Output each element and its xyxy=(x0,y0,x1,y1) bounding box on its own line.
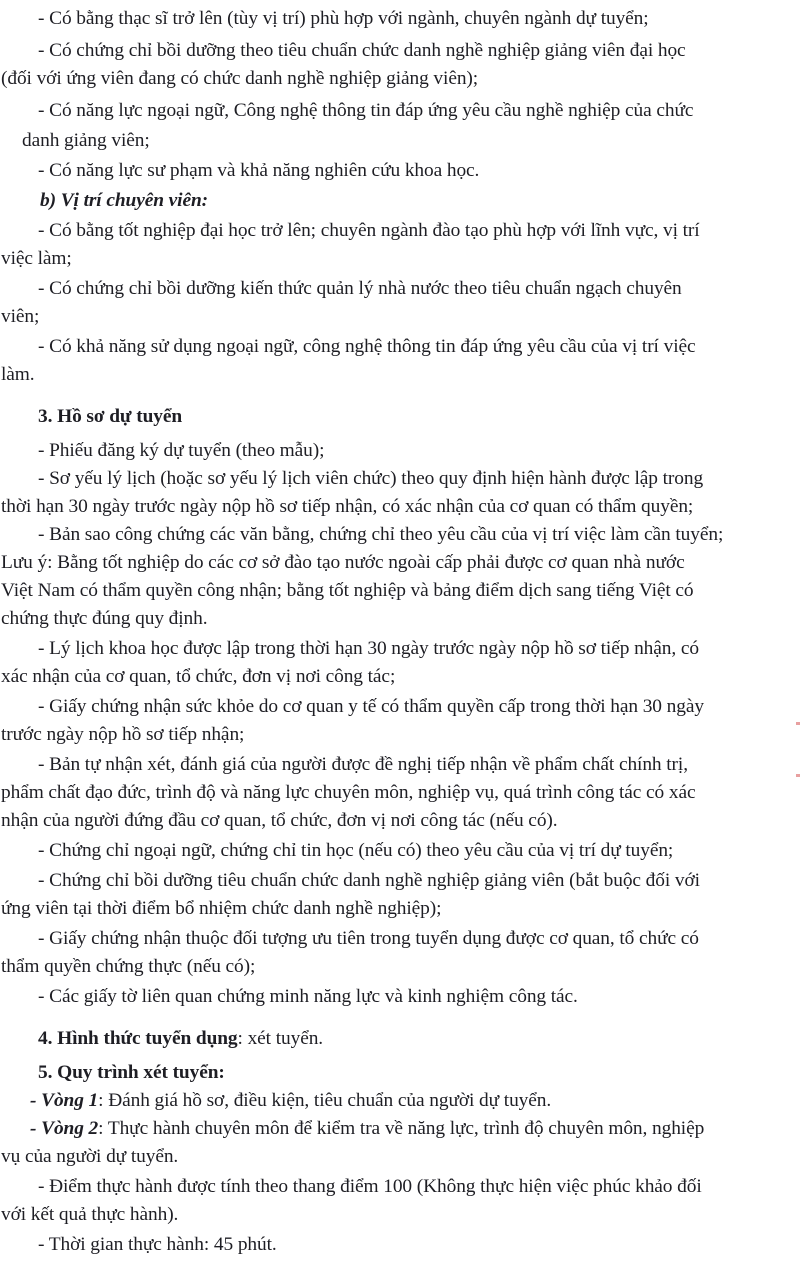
scan-mark xyxy=(796,774,800,777)
requirement-line: trước ngày nộp hồ sơ tiếp nhận; xyxy=(1,724,245,745)
round-label: - Vòng 1 xyxy=(30,1090,99,1111)
requirement-line: - Các giấy tờ liên quan chứng minh năng lực và kinh nghiệm công tác. xyxy=(38,986,578,1007)
requirement-line: - Phiếu đăng ký dự tuyển (theo mẫu); xyxy=(38,440,325,461)
requirement-line: thẩm quyền chứng thực (nếu có); xyxy=(1,956,256,977)
requirement-line: - Bản sao công chứng các văn bằng, chứng chỉ theo yêu cầu của vị trí việc làm cần tuyển; xyxy=(38,524,724,545)
criterion-line: việc làm; xyxy=(1,248,72,269)
criterion-line: (đối với ứng viên đang có chức danh nghề nghiệp giảng viên); xyxy=(1,68,479,89)
section-heading-label: 4. Hình thức tuyển dụng xyxy=(38,1028,238,1049)
requirement-line: - Lý lịch khoa học được lập trong thời hạn 30 ngày trước ngày nộp hồ sơ tiếp nhận, có xyxy=(38,638,699,659)
requirement-line: - Giấy chứng nhận sức khỏe do cơ quan y tế có thẩm quyền cấp trong thời hạn 30 ngày xyxy=(38,696,704,717)
round-line: - Điểm thực hành được tính theo thang điểm 100 (Không thực hiện việc phúc khảo đối xyxy=(38,1176,702,1197)
requirement-line: - Bản tự nhận xét, đánh giá của người được đề nghị tiếp nhận về phẩm chất chính trị, xyxy=(38,754,688,775)
document-page xyxy=(0,4,800,1263)
requirement-line: ứng viên tại thời điểm bổ nhiệm chức danh nghề nghiệp); xyxy=(1,898,442,919)
requirement-line: Việt Nam có thẩm quyền công nhận; bằng tốt nghiệp và bảng điểm dịch sang tiếng Việt có xyxy=(1,580,694,601)
requirement-line: - Sơ yếu lý lịch (hoặc sơ yếu lý lịch viên chức) theo quy định hiện hành được lập trong xyxy=(38,468,704,489)
section-heading: 5. Quy trình xét tuyển: xyxy=(38,1062,225,1083)
criterion-line: - Có năng lực sư phạm và khả năng nghiên cứu khoa học. xyxy=(38,160,480,181)
round-line: vụ của người dự tuyển. xyxy=(1,1146,179,1167)
requirement-line: - Chứng chỉ ngoại ngữ, chứng chỉ tin học (nếu có) theo yêu cầu của vị trí dự tuyển; xyxy=(38,840,674,861)
round-line: - Thời gian thực hành: 45 phút. xyxy=(38,1234,277,1255)
round-description: : Đánh giá hồ sơ, điều kiện, tiêu chuẩn của người dự tuyển. xyxy=(98,1090,552,1111)
criterion-line: - Có năng lực ngoại ngữ, Công nghệ thông tin đáp ứng yêu cầu nghề nghiệp của chức xyxy=(38,100,694,121)
requirement-line: phẩm chất đạo đức, trình độ và năng lực chuyên môn, nghiệp vụ, quá trình công tác có xác xyxy=(1,782,696,803)
requirement-line: - Chứng chỉ bồi dưỡng tiêu chuẩn chức danh nghề nghiệp giảng viên (bắt buộc đối với xyxy=(38,870,700,891)
section-heading-value: : xét tuyển. xyxy=(237,1028,324,1049)
criterion-line: - Có bằng tốt nghiệp đại học trở lên; chuyên ngành đào tạo phù hợp với lĩnh vực, vị trí xyxy=(38,220,700,241)
requirement-line: Lưu ý: Bằng tốt nghiệp do các cơ sở đào tạo nước ngoài cấp phải được cơ quan nhà nước xyxy=(1,552,685,573)
scan-mark xyxy=(796,722,800,725)
criterion-line: danh giảng viên; xyxy=(22,130,150,151)
round-label: - Vòng 2 xyxy=(30,1118,99,1139)
criterion-line: - Có bằng thạc sĩ trở lên (tùy vị trí) phù hợp với ngành, chuyên ngành dự tuyển; xyxy=(38,8,649,29)
round-line xyxy=(30,1114,704,1144)
round-line: với kết quả thực hành). xyxy=(1,1204,179,1225)
subsection-heading: b) Vị trí chuyên viên: xyxy=(40,190,208,211)
requirement-line: thời hạn 30 ngày trước ngày nộp hồ sơ tiếp nhận, có xác nhận của cơ quan có thẩm quyền; xyxy=(1,496,694,517)
round-line xyxy=(30,1086,551,1116)
round-description: : Thực hành chuyên môn để kiểm tra về năng lực, trình độ chuyên môn, nghiệp xyxy=(98,1118,705,1139)
requirement-line: xác nhận của cơ quan, tổ chức, đơn vị nơi công tác; xyxy=(1,666,396,687)
requirement-line: nhận của người đứng đầu cơ quan, tổ chức, đơn vị nơi công tác (nếu có). xyxy=(1,810,558,831)
criterion-line: làm. xyxy=(1,364,35,385)
requirement-line: chứng thực đúng quy định. xyxy=(1,608,208,629)
criterion-line: viên; xyxy=(1,306,40,327)
section-heading: 3. Hồ sơ dự tuyển xyxy=(38,406,183,427)
requirement-line: - Giấy chứng nhận thuộc đối tượng ưu tiên trong tuyển dụng được cơ quan, tổ chức có xyxy=(38,928,699,949)
criterion-line: - Có khả năng sử dụng ngoại ngữ, công nghệ thông tin đáp ứng yêu cầu của vị trí việc xyxy=(38,336,696,357)
section-heading xyxy=(38,1024,323,1054)
criterion-line: - Có chứng chỉ bồi dưỡng kiến thức quản lý nhà nước theo tiêu chuẩn ngạch chuyên xyxy=(38,278,682,299)
criterion-line: - Có chứng chỉ bồi dưỡng theo tiêu chuẩn chức danh nghề nghiệp giảng viên đại học xyxy=(38,40,686,61)
